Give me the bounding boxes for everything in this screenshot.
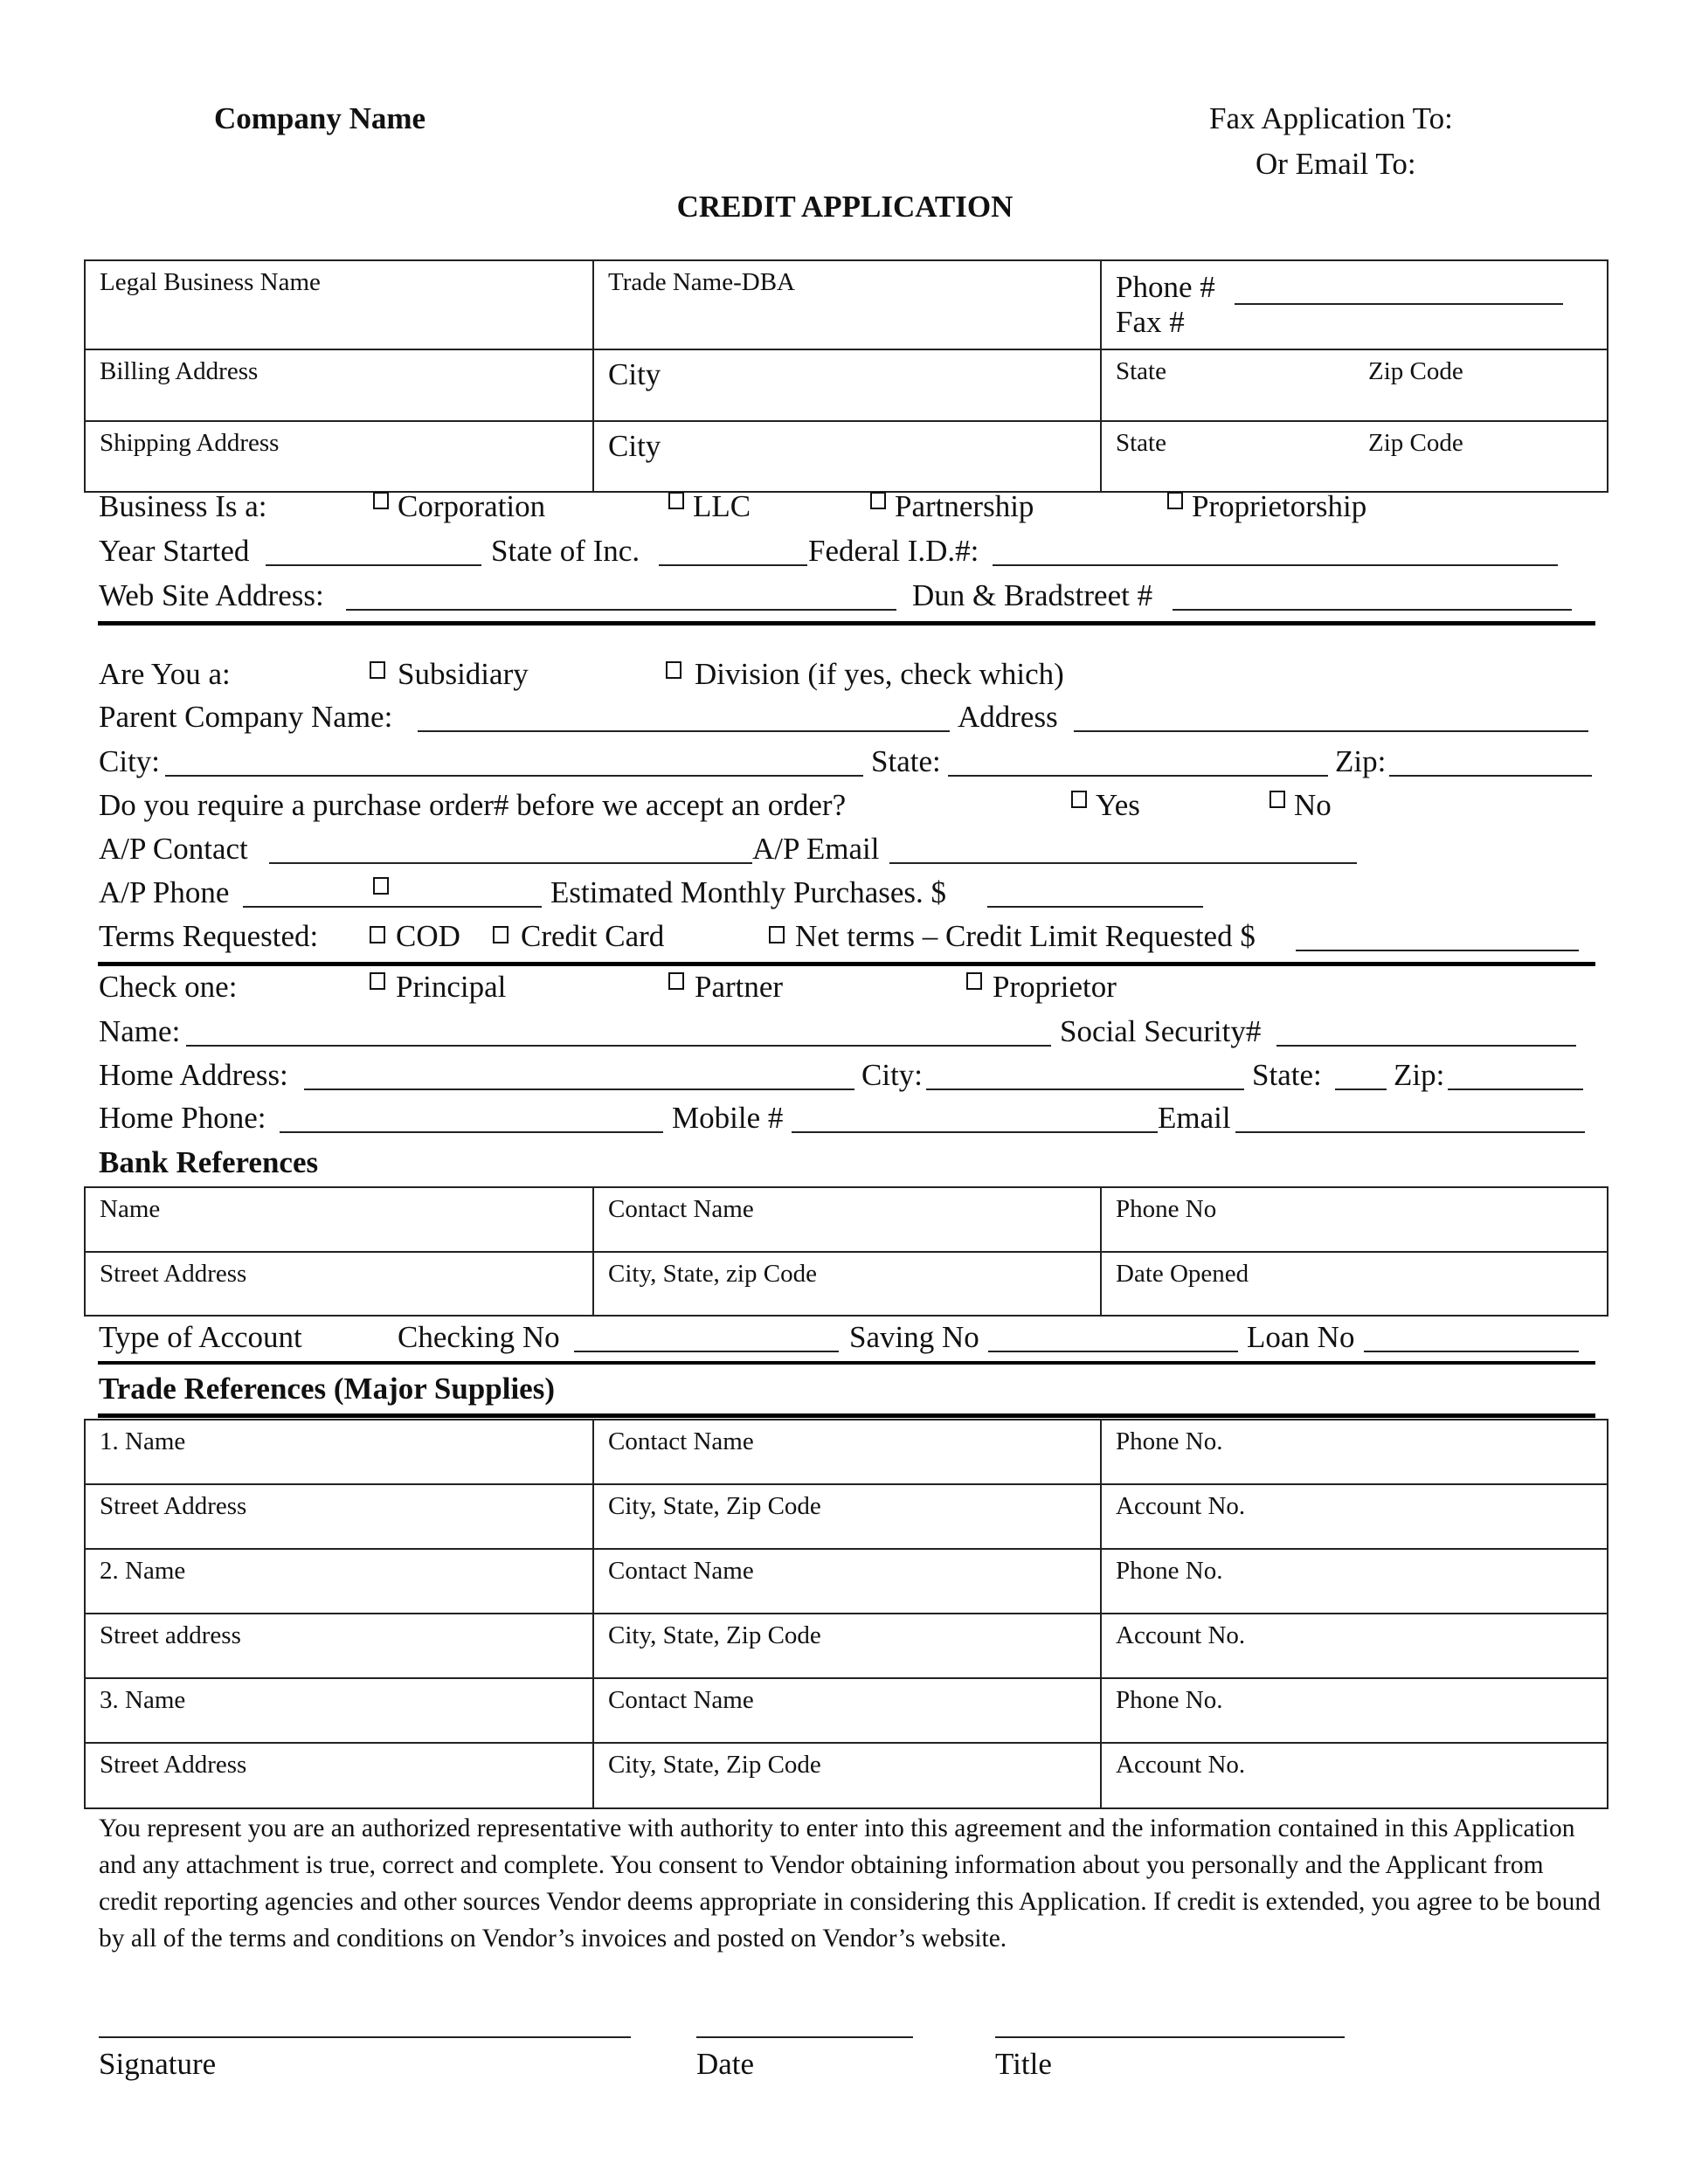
cell-label: Street Address bbox=[100, 1751, 247, 1779]
home-state-label: State: bbox=[1252, 1058, 1322, 1092]
parent-state-label: State: bbox=[871, 744, 941, 778]
bank-city-cell[interactable] bbox=[593, 1252, 1101, 1316]
bank-contact-cell[interactable] bbox=[593, 1187, 1101, 1252]
parent-address-field[interactable] bbox=[1074, 730, 1588, 732]
partner-label: Partner bbox=[695, 970, 784, 1004]
corporation-label: Corporation bbox=[398, 489, 546, 523]
po-question: Do you require a purchase order# before we accept an order? bbox=[99, 788, 847, 822]
cell-label: City, State, Zip Code bbox=[608, 1492, 821, 1520]
state-of-inc-label: State of Inc. bbox=[491, 534, 640, 568]
ap-email-label: A/P Email bbox=[752, 832, 880, 866]
home-address-field[interactable] bbox=[304, 1089, 854, 1090]
federal-id-label: Federal I.D.#: bbox=[808, 534, 979, 568]
section-divider bbox=[98, 621, 1595, 625]
trade-cell[interactable] bbox=[1101, 1614, 1608, 1678]
home-address-label: Home Address: bbox=[99, 1058, 288, 1092]
page-title: CREDIT APPLICATION bbox=[676, 190, 1013, 224]
bank-references-table bbox=[84, 1186, 1608, 1317]
shipping-state-zip-cell[interactable] bbox=[1101, 421, 1608, 492]
email-to: Or Email To: bbox=[1256, 147, 1416, 181]
business-type-label: Business Is a: bbox=[99, 489, 267, 523]
section-divider bbox=[98, 1361, 1595, 1365]
parent-zip-field[interactable] bbox=[1389, 775, 1592, 777]
ap-contact-field[interactable] bbox=[269, 862, 752, 864]
trade-cell[interactable] bbox=[1101, 1484, 1608, 1549]
cell-label: Contact Name bbox=[608, 1195, 754, 1223]
trade-cell[interactable] bbox=[1101, 1743, 1608, 1808]
net-terms-label: Net terms – Credit Limit Requested $ bbox=[795, 919, 1256, 953]
year-started-field[interactable] bbox=[266, 564, 481, 566]
trade-cell[interactable] bbox=[593, 1549, 1101, 1614]
trade-cell[interactable] bbox=[593, 1420, 1101, 1484]
cell-label: Contact Name bbox=[608, 1427, 754, 1455]
trade-name-cell[interactable] bbox=[593, 260, 1101, 349]
section-divider bbox=[98, 962, 1595, 966]
credit-card-checkbox[interactable] bbox=[493, 926, 508, 943]
principal-checkbox[interactable] bbox=[370, 972, 385, 990]
dun-bradstreet-field[interactable] bbox=[1173, 609, 1572, 611]
checking-label: Checking No bbox=[398, 1320, 560, 1354]
po-yes-label: Yes bbox=[1096, 788, 1140, 822]
loan-label: Loan No bbox=[1247, 1320, 1355, 1354]
billing-city-label: City bbox=[608, 357, 661, 391]
phone-fax-cell[interactable] bbox=[1101, 260, 1608, 349]
title-field[interactable] bbox=[995, 2036, 1345, 2038]
cell-label: Phone No bbox=[1116, 1195, 1217, 1223]
are-you-label: Are You a: bbox=[99, 657, 231, 691]
shipping-address-label: Shipping Address bbox=[100, 429, 280, 457]
cell-label: Account No. bbox=[1116, 1751, 1246, 1779]
section-divider bbox=[98, 1413, 1595, 1418]
subsidiary-label: Subsidiary bbox=[398, 657, 529, 691]
saving-field[interactable] bbox=[988, 1351, 1238, 1352]
cell-label: City, State, Zip Code bbox=[608, 1621, 821, 1649]
cell-label: City, State, Zip Code bbox=[608, 1751, 821, 1779]
billing-city-cell[interactable] bbox=[593, 349, 1101, 421]
billing-address-cell[interactable] bbox=[85, 349, 593, 421]
shipping-city-cell[interactable] bbox=[593, 421, 1101, 492]
proprietorship-checkbox[interactable] bbox=[1167, 492, 1183, 509]
website-label: Web Site Address: bbox=[99, 578, 324, 612]
billing-zip-label: Zip Code bbox=[1368, 357, 1463, 385]
parent-address-label: Address bbox=[958, 700, 1058, 734]
po-no-checkbox[interactable] bbox=[1269, 791, 1285, 808]
cell-label: Street address bbox=[100, 1621, 241, 1649]
ap-phone-field[interactable] bbox=[243, 906, 542, 908]
cell-label: Street Address bbox=[100, 1492, 247, 1520]
website-field[interactable] bbox=[346, 609, 896, 611]
division-checkbox[interactable] bbox=[666, 661, 681, 679]
cod-label: COD bbox=[396, 919, 460, 953]
home-state-field[interactable] bbox=[1335, 1089, 1387, 1090]
subsidiary-checkbox[interactable] bbox=[370, 661, 385, 679]
trade-cell[interactable] bbox=[1101, 1549, 1608, 1614]
trade-cell[interactable] bbox=[1101, 1420, 1608, 1484]
est-purchases-field[interactable] bbox=[987, 906, 1203, 908]
date-label: Date bbox=[696, 2047, 755, 2081]
partner-checkbox[interactable] bbox=[668, 972, 684, 990]
ap-contact-label: A/P Contact bbox=[99, 832, 248, 866]
phone-line bbox=[1235, 303, 1563, 305]
cell-label: Phone No. bbox=[1116, 1427, 1223, 1455]
billing-state-label: State bbox=[1116, 357, 1166, 385]
trade-cell[interactable] bbox=[1101, 1678, 1608, 1743]
cell-label: Street Address bbox=[100, 1260, 247, 1288]
trade-references-table bbox=[84, 1419, 1608, 1809]
shipping-city-label: City bbox=[608, 429, 661, 463]
email-label: Email bbox=[1158, 1101, 1231, 1135]
cell-label: Phone No. bbox=[1116, 1557, 1223, 1585]
trade-cell[interactable] bbox=[593, 1743, 1101, 1808]
signature-label: Signature bbox=[99, 2047, 217, 2081]
ssn-field[interactable] bbox=[1276, 1045, 1576, 1047]
parent-city-field[interactable] bbox=[165, 775, 863, 777]
trade-cell[interactable] bbox=[593, 1678, 1101, 1743]
cell-label: 1. Name bbox=[100, 1427, 186, 1455]
cell-label: Contact Name bbox=[608, 1686, 754, 1714]
ap-phone-checkbox[interactable] bbox=[373, 877, 389, 895]
trade-cell[interactable] bbox=[85, 1743, 593, 1808]
mobile-field[interactable] bbox=[792, 1131, 1158, 1133]
parent-state-field[interactable] bbox=[948, 775, 1328, 777]
parent-city-label: City: bbox=[99, 744, 161, 778]
trade-name-label: Trade Name-DBA bbox=[608, 268, 795, 296]
cell-label: Account No. bbox=[1116, 1621, 1246, 1649]
division-label: Division (if yes, check which) bbox=[695, 657, 1064, 691]
cod-checkbox[interactable] bbox=[370, 926, 385, 943]
cell-label: Phone No. bbox=[1116, 1686, 1223, 1714]
year-started-label: Year Started bbox=[99, 534, 250, 568]
ssn-label: Social Security# bbox=[1060, 1014, 1262, 1048]
legal-business-name-cell[interactable] bbox=[85, 260, 593, 349]
trade-cell[interactable] bbox=[593, 1484, 1101, 1549]
home-zip-label: Zip: bbox=[1394, 1058, 1445, 1092]
fax-label: Fax # bbox=[1116, 305, 1185, 339]
credit-card-label: Credit Card bbox=[521, 919, 665, 953]
signature-field[interactable] bbox=[99, 2036, 631, 2038]
corporation-checkbox[interactable] bbox=[373, 492, 389, 509]
loan-field[interactable] bbox=[1364, 1351, 1579, 1352]
po-no-label: No bbox=[1294, 788, 1332, 822]
parent-company-field[interactable] bbox=[418, 730, 950, 732]
trade-cell[interactable] bbox=[593, 1614, 1101, 1678]
trade-cell[interactable] bbox=[85, 1678, 593, 1743]
name-field[interactable] bbox=[186, 1045, 1051, 1047]
company-name: Company Name bbox=[214, 101, 426, 135]
shipping-state-label: State bbox=[1116, 429, 1166, 457]
title-label: Title bbox=[995, 2047, 1052, 2081]
ap-email-field[interactable] bbox=[889, 862, 1357, 864]
net-terms-checkbox[interactable] bbox=[769, 926, 785, 943]
home-zip-field[interactable] bbox=[1448, 1089, 1583, 1090]
date-field[interactable] bbox=[696, 2036, 913, 2038]
shipping-zip-label: Zip Code bbox=[1368, 429, 1463, 457]
proprietor-label: Proprietor bbox=[993, 970, 1117, 1004]
state-of-inc-field[interactable] bbox=[659, 564, 807, 566]
dun-bradstreet-label: Dun & Bradstreet # bbox=[912, 578, 1153, 612]
po-yes-checkbox[interactable] bbox=[1071, 791, 1087, 808]
cell-label: Account No. bbox=[1116, 1492, 1246, 1520]
bank-references-heading: Bank References bbox=[99, 1145, 319, 1179]
trade-cell[interactable] bbox=[85, 1614, 593, 1678]
cell-label: Name bbox=[100, 1195, 161, 1223]
bank-phone-cell[interactable] bbox=[1101, 1187, 1608, 1252]
billing-address-label: Billing Address bbox=[100, 357, 259, 385]
phone-label: Phone # bbox=[1116, 270, 1215, 304]
llc-label: LLC bbox=[693, 489, 751, 523]
parent-company-label: Parent Company Name: bbox=[99, 700, 393, 734]
billing-state-zip-cell[interactable] bbox=[1101, 349, 1608, 421]
parent-zip-label: Zip: bbox=[1335, 744, 1387, 778]
legal-business-name-label: Legal Business Name bbox=[100, 268, 321, 296]
credit-limit-field[interactable] bbox=[1296, 950, 1579, 951]
cell-label: Date Opened bbox=[1116, 1260, 1249, 1288]
cell-label: 2. Name bbox=[100, 1557, 186, 1585]
home-city-field[interactable] bbox=[926, 1089, 1244, 1090]
trade-references-heading: Trade References (Major Supplies) bbox=[99, 1372, 555, 1406]
proprietorship-label: Proprietorship bbox=[1192, 489, 1367, 523]
federal-id-field[interactable] bbox=[993, 564, 1558, 566]
shipping-address-cell[interactable] bbox=[85, 421, 593, 492]
home-phone-label: Home Phone: bbox=[99, 1101, 266, 1135]
trade-cell[interactable] bbox=[85, 1484, 593, 1549]
cell-label: 3. Name bbox=[100, 1686, 186, 1714]
bank-street-cell[interactable] bbox=[85, 1252, 593, 1316]
partnership-checkbox[interactable] bbox=[870, 492, 886, 509]
check-one-label: Check one: bbox=[99, 970, 238, 1004]
mobile-label: Mobile # bbox=[672, 1101, 784, 1135]
checking-field[interactable] bbox=[574, 1351, 839, 1352]
cell-label: City, State, zip Code bbox=[608, 1260, 817, 1288]
llc-checkbox[interactable] bbox=[668, 492, 684, 509]
partnership-label: Partnership bbox=[895, 489, 1034, 523]
account-type-label: Type of Account bbox=[99, 1320, 302, 1354]
ap-phone-label: A/P Phone bbox=[99, 875, 230, 909]
bank-date-opened-cell[interactable] bbox=[1101, 1252, 1608, 1316]
home-city-label: City: bbox=[861, 1058, 924, 1092]
cell-label: Contact Name bbox=[608, 1557, 754, 1585]
email-field[interactable] bbox=[1235, 1131, 1585, 1133]
fax-application-to: Fax Application To: bbox=[1209, 101, 1453, 135]
name-label: Name: bbox=[99, 1014, 181, 1048]
agreement-text: You represent you are an authorized representative with authority to enter into this agreement and the information contained in this Application and any attachment is true, correct and complete. You consent to Vendor obtaining information about you personally and the Applicant from credit reporting agencies and other sources Vendor deems appropriate in considering this Application. If credit is extended, you agree to be bound by all of the terms and conditions on Vendor’s invoices and posted on Vendor’s website. bbox=[99, 1814, 1601, 1952]
proprietor-checkbox[interactable] bbox=[966, 972, 982, 990]
home-phone-field[interactable] bbox=[280, 1131, 663, 1133]
saving-label: Saving No bbox=[849, 1320, 979, 1354]
principal-label: Principal bbox=[396, 970, 507, 1004]
bank-name-cell[interactable] bbox=[85, 1187, 593, 1252]
trade-cell[interactable] bbox=[85, 1549, 593, 1614]
est-purchases-label: Estimated Monthly Purchases. $ bbox=[550, 875, 947, 909]
trade-cell[interactable] bbox=[85, 1420, 593, 1484]
terms-label: Terms Requested: bbox=[99, 919, 319, 953]
business-info-table bbox=[84, 259, 1608, 493]
